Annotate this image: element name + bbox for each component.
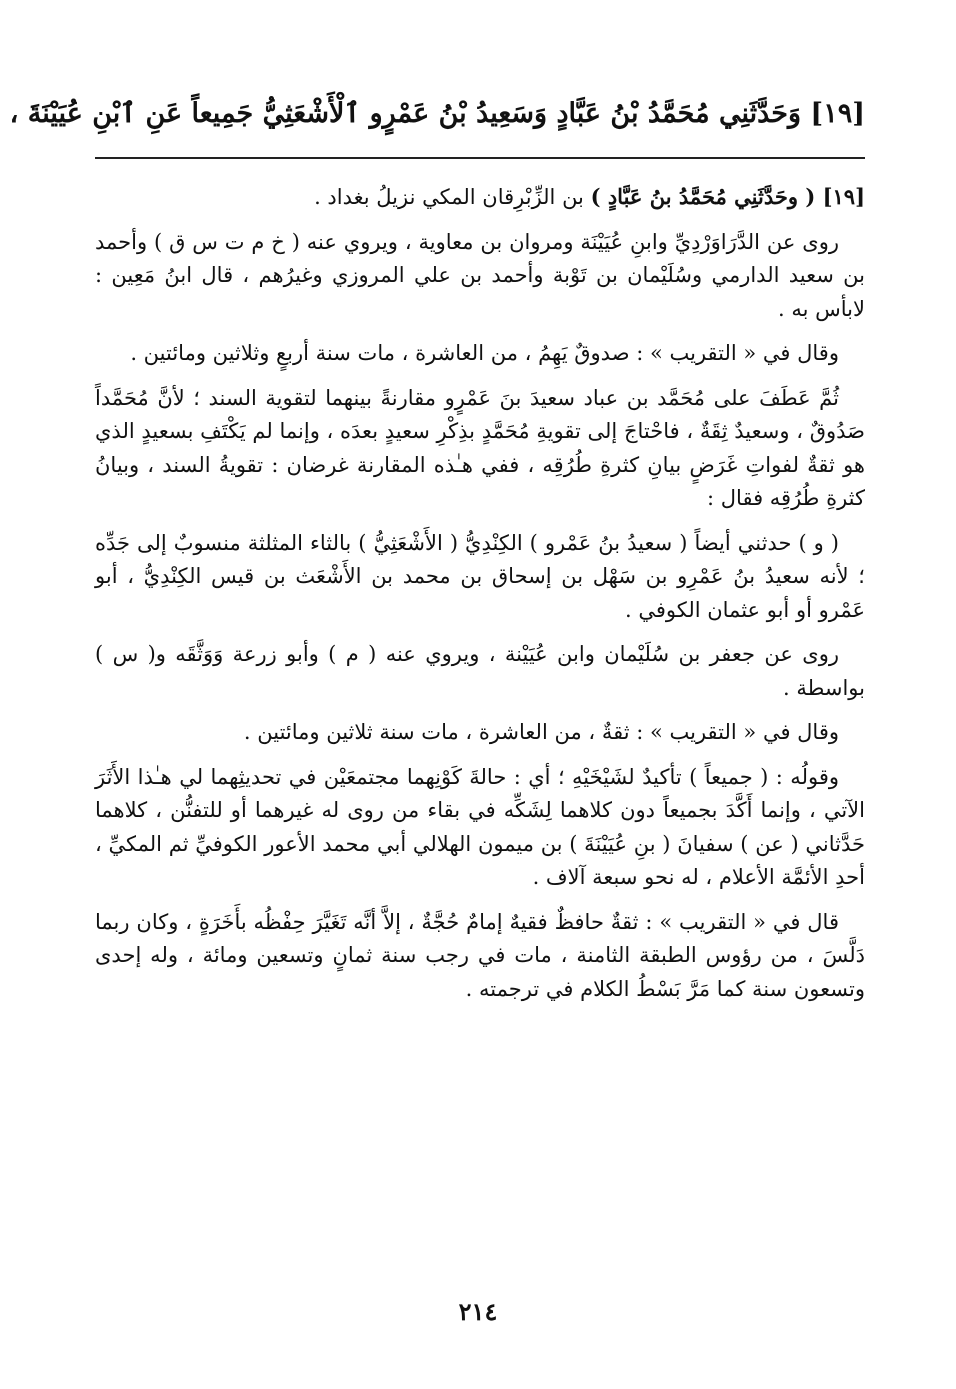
paragraph: ( و ) حدثني أيضاً ( سعيدُ بنُ عَمْرو ) الكِنْدِيُّ ( الأَشْعَثِيُّ ) بالثاء المثلثة منسوبٌ إلى جَدِّه ؛ لأنه سعيدُ بنُ عَمْرِو بن سَهْل بن إسحاق بن محمد بن الأَشْعَث بن قيس الكِنْدِيُّ ، أبو عَمْرو أو أبو عثمان الكوفي . <box>95 530 865 622</box>
paragraph: وقال في « التقريب » : صدوقٌ يَهِمُ ، من العاشرة ، مات سنة أربعٍ وثلاثين ومائتين . <box>130 341 839 365</box>
book-page <box>9 92 865 1342</box>
page-number: ٢١٤ <box>458 1297 498 1326</box>
commentary-heading <box>95 180 865 215</box>
paragraph: ثُمَّ عَطَفَ على مُحَمَّد بن عباد سعيدَ بنَ عَمْرٍو مقارنةً بينهما لتقوية السند ؛ لأنَّ مُحَمَّداً صَدُوقٌ ، وسعيدٌ ثِقَةٌ ، فاحْتاجَ إلى تقويةِ مُحَمَّدٍ بذِكْرِ سعيدٍ بعدَه ، وإنما لم يَكْتَفِ بسعيدٍ الذي هو ثقةٌ لفواتِ غَرَضٍ بيانِ كثرةِ طُرُقِه ، ففي هـٰذه المقارنة غرضان : تقويةُ السند ، وبيانُ كثرةِ طُرُقِه فقال : <box>95 385 865 510</box>
heading-rest: بن الزِّبْرِقان المكي نزيلُ بغداد . <box>314 185 591 209</box>
paragraph: وقولُه : ( جميعاً ) تأكيدٌ لشَيْخَيْهِ ؛ أي : حالةَ كَوْنِهما مجتمعَيْن في تحديثِهما لي هـٰذا الأَثَرَ الآتي ، وإنما أَكَّدَ بجميعاً دون كلاهما لِشَكِّه في بقاء من روى له غيرهما أو للتفنُّن ، كلاهما حَدَّثاني ( عن ) سفيانَ ( بنِ عُيَيْنَةَ ) بن ميمون الهلالي أبي محمد الأعور الكوفيِّ ثم المكيِّ ، أحدِ الأئمَّة الأعلام ، له نحو سبعة آلاف . <box>95 764 865 889</box>
paragraph: قال في « التقريب » : ثقةٌ حافظٌ فقيهٌ إمامٌ حُجَّةٌ ، إلاَّ أنَّه تَغَيَّرَ حِفْظُه بأَخَرَةٍ ، وكان ربما دَلَّسَ ، من رؤوس الطبقة الثامنة ، مات في رجب سنة ثمانٍ وتسعين ومائة ، وله إحدى وتسعون سنة كما مَرَّ بَسْطُ الكلام في ترجمته . <box>95 909 865 1001</box>
heading-bold: [١٩] ( وحَدَّثَنِي مُحَمَّدُ بنُ عَبَّادٍ ) <box>590 184 865 209</box>
paragraph: روى عن جعفر بن سُلَيْمان وابن عُيَيْنة ، ويروي عنه ( م ) وأبو زرعة وَوَثَّقَه و( س ) بواسطة . <box>95 642 865 700</box>
paragraph: روى عن الدَّرَاوَرْدِيِّ وابنِ عُيَيْنَة ومروان بن معاوية ، ويروي عنه ( خ م ت س ق ) وأحمد بن سعيد الدارمي وسُلَيْمان بن تَوْبة وأحمد بن علي المروزي وغيرُهم ، قال ابنُ مَعِين : لابأس به . <box>95 229 865 321</box>
hadith-text: [١٩] وَحَدَّثَنِي مُحَمَّدُ بْنُ عَبَّادٍ وَسَعِيدُ بْنُ عَمْرٍو ٱلْأَشْعَثِيُّ جَمِيعاً عَنِ ٱبْنِ عُيَيْنَةَ ، <box>9 98 865 129</box>
paragraph: وقال في « التقريب » : ثقةٌ ، من العاشرة ، مات سنة ثلاثين ومائتين . <box>243 720 839 744</box>
separator-line <box>95 157 865 159</box>
commentary <box>95 180 865 1017</box>
